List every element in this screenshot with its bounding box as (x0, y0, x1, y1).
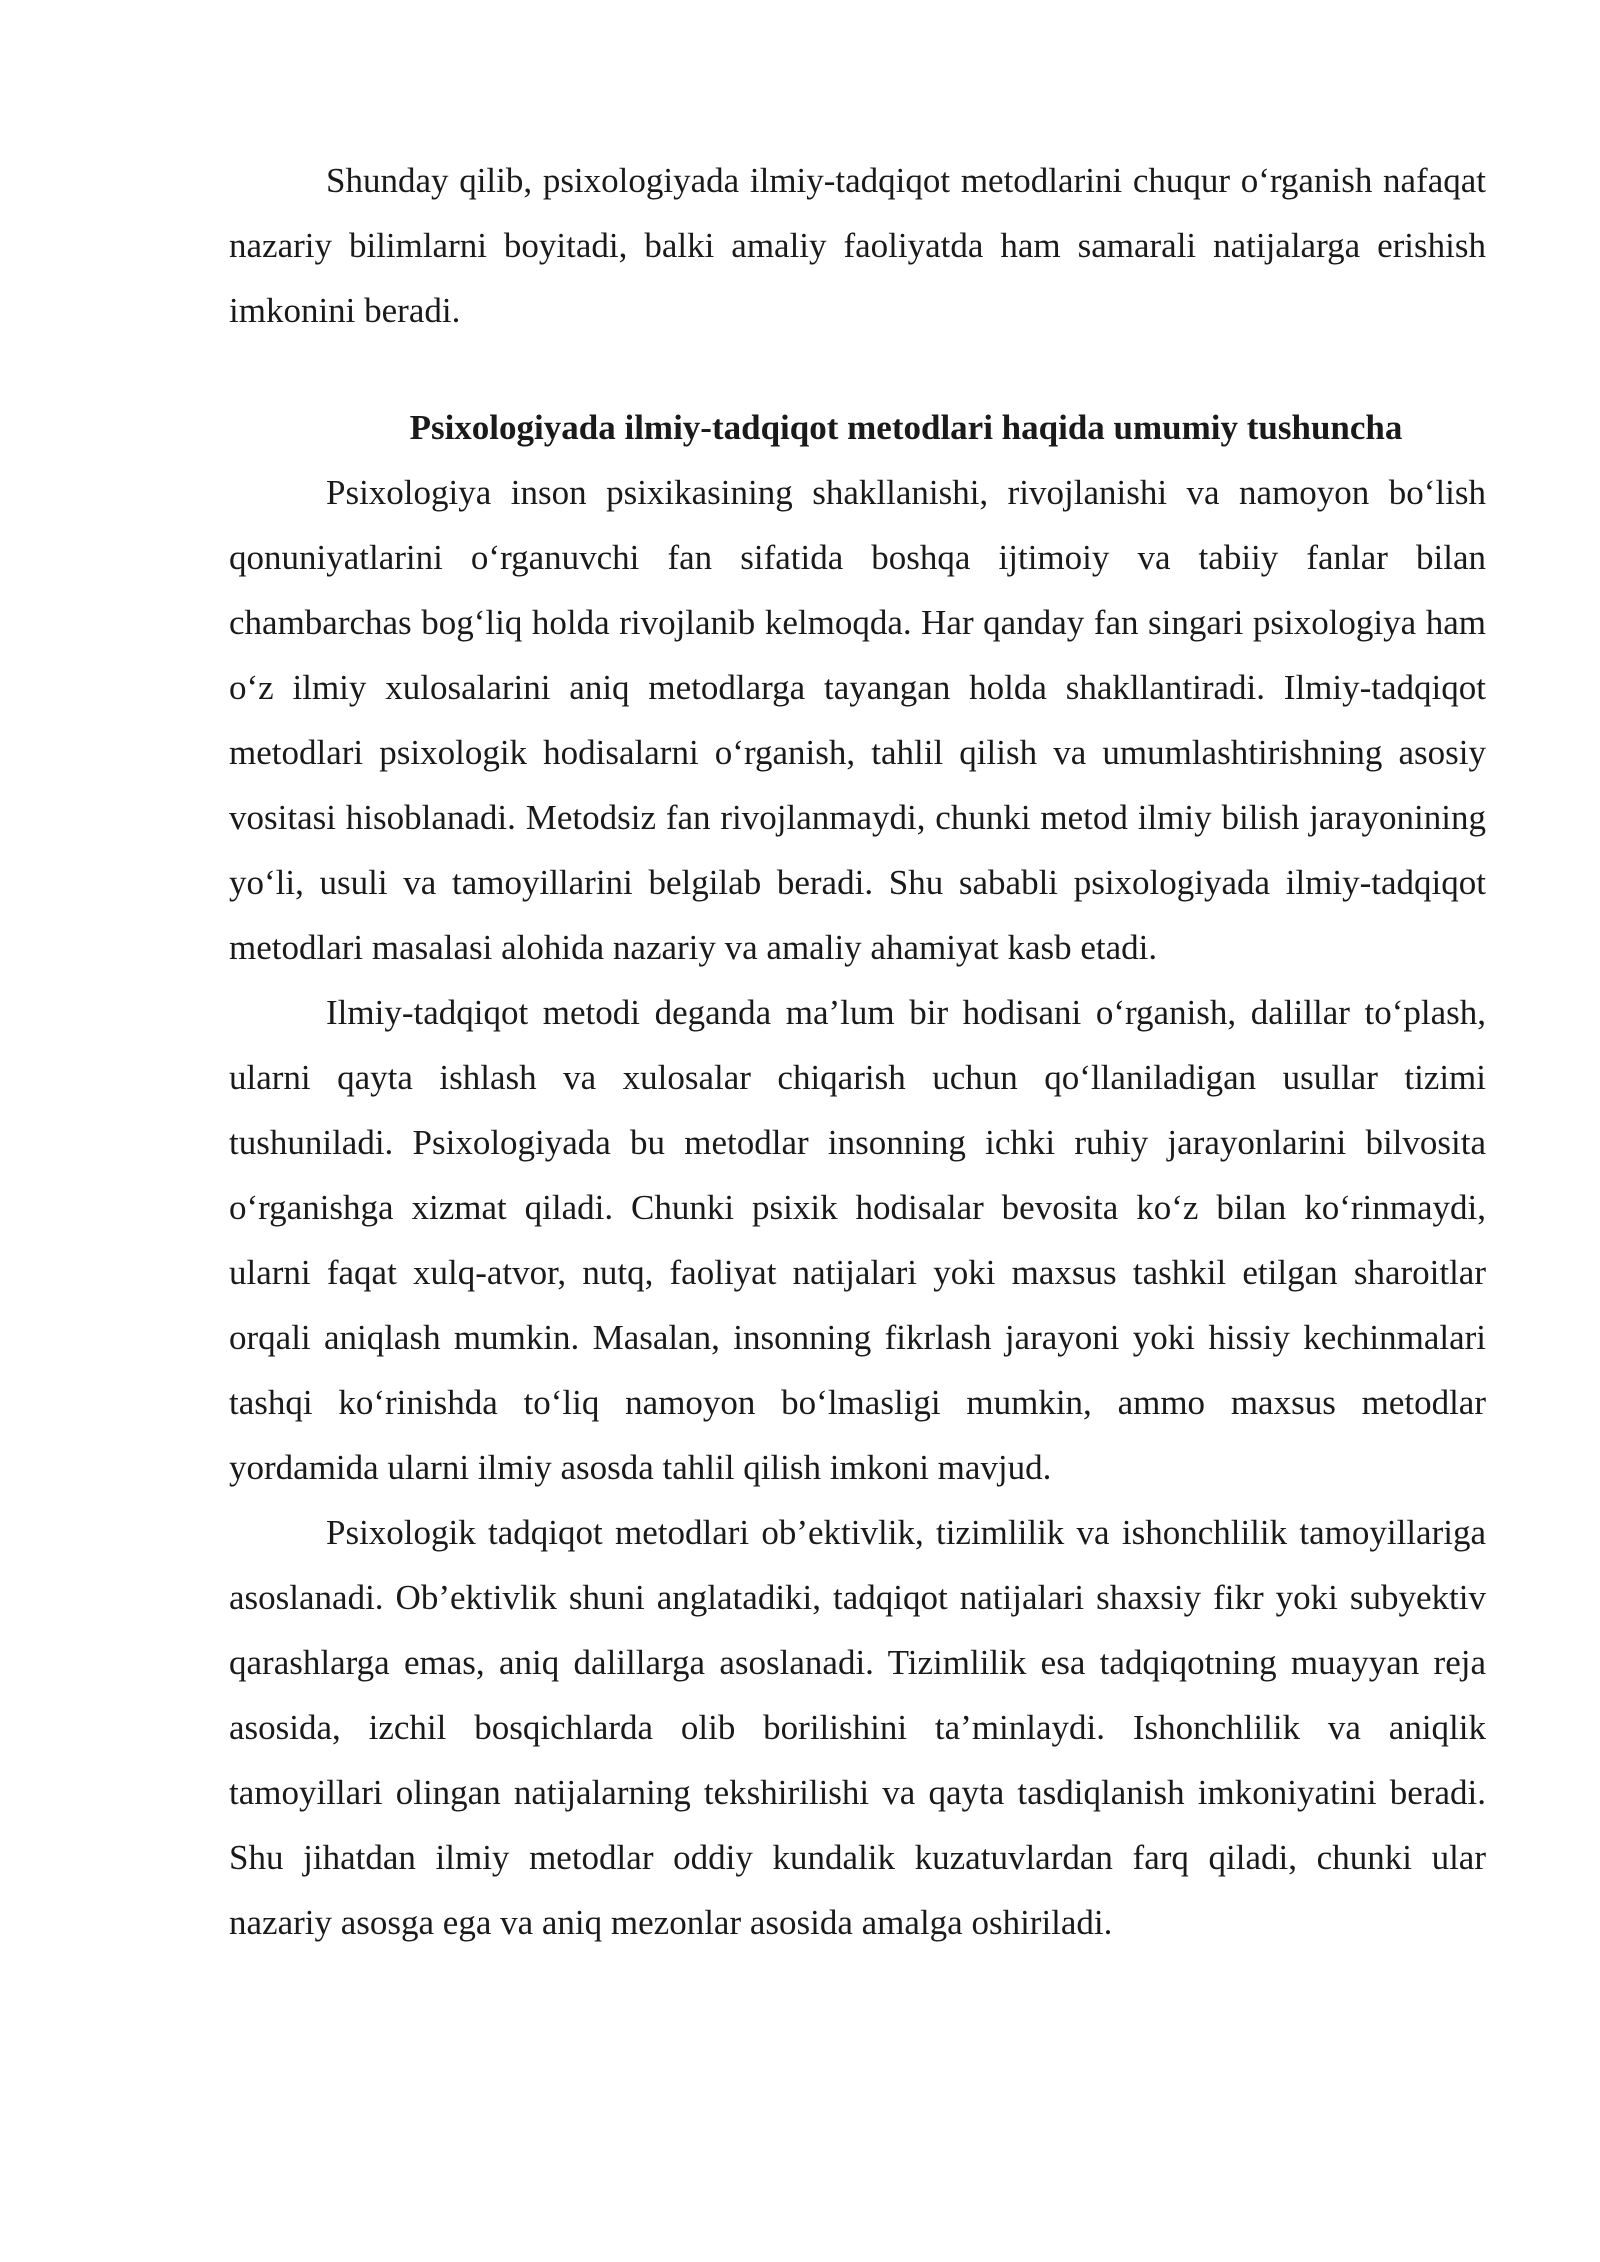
document-body (229, 148, 1486, 1955)
intro-paragraph: Shunday qilib, psixologiyada ilmiy-tadqiqot metodlarini chuqur o‘rganish nafaqat nazariy bilimlarni boyitadi, balki amaliy faoliyatda ham samarali natijalarga erishish imkonini beradi. (229, 161, 1486, 330)
body-paragraph-3: Psixologik tadqiqot metodlari ob’ektivlik, tizimlilik va ishonchlilik tamoyillariga asoslanadi. Ob’ektivlik shuni anglatadiki, tadqiqot natijalari shaxsiy fikr yoki subyektiv qarashlarga emas, aniq dalillarga asoslanadi. Tizimlilik esa tadqiqotning muayyan reja asosida, izchil bosqichlarda olib borilishini ta’minlaydi. Ishonchlilik va aniqlik tamoyillari olingan natijalarning tekshirilishi va qayta tasdiqlanish imkoniyatini beradi. Shu jihatdan ilmiy metodlar oddiy kundalik kuzatuvlardan farq qiladi, chunki ular nazariy asosga ega va aniq mezonlar asosida amalga oshiriladi. (229, 1513, 1486, 1942)
body-paragraph-1: Psixologiya inson psixikasining shakllanishi, rivojlanishi va namoyon bo‘lish qonuniyatlarini o‘rganuvchi fan sifatida boshqa ijtimoiy va tabiiy fanlar bilan chambarchas bog‘liq holda rivojlanib kelmoqda. Har qanday fan singari psixologiya ham o‘z ilmiy xulosalarini aniq metodlarga tayangan holda shakllantiradi. Ilmiy-tadqiqot metodlari psixologik hodisalarni o‘rganish, tahlil qilish va umumlashtirishning asosiy vositasi hisoblanadi. Metodsiz fan rivojlanmaydi, chunki metod ilmiy bilish jarayonining yo‘li, usuli va tamoyillarini belgilab beradi. Shu sababli psixologiyada ilmiy-tadqiqot metodlari masalasi alohida nazariy va amaliy ahamiyat kasb etadi. (229, 473, 1486, 967)
section-heading: Psixologiyada ilmiy-tadqiqot metodlari haqida umumiy tushuncha (409, 408, 1403, 447)
body-paragraph-2: Ilmiy-tadqiqot metodi deganda ma’lum bir hodisani o‘rganish, dalillar to‘plash, ularni qayta ishlash va xulosalar chiqarish uchun qo‘llaniladigan usullar tizimi tushuniladi. Psixologiyada bu metodlar insonning ichki ruhiy jarayonlarini bilvosita o‘rganishga xizmat qiladi. Chunki psixik hodisalar bevosita ko‘z bilan ko‘rinmaydi, ularni faqat xulq-atvor, nutq, faoliyat natijalari yoki maxsus tashkil etilgan sharoitlar orqali aniqlash mumkin. Masalan, insonning fikrlash jarayoni yoki hissiy kechinmalari tashqi ko‘rinishda to‘liq namoyon bo‘lmasligi mumkin, ammo maxsus metodlar yordamida ularni ilmiy asosda tahlil qilish imkoni mavjud. (229, 993, 1486, 1487)
